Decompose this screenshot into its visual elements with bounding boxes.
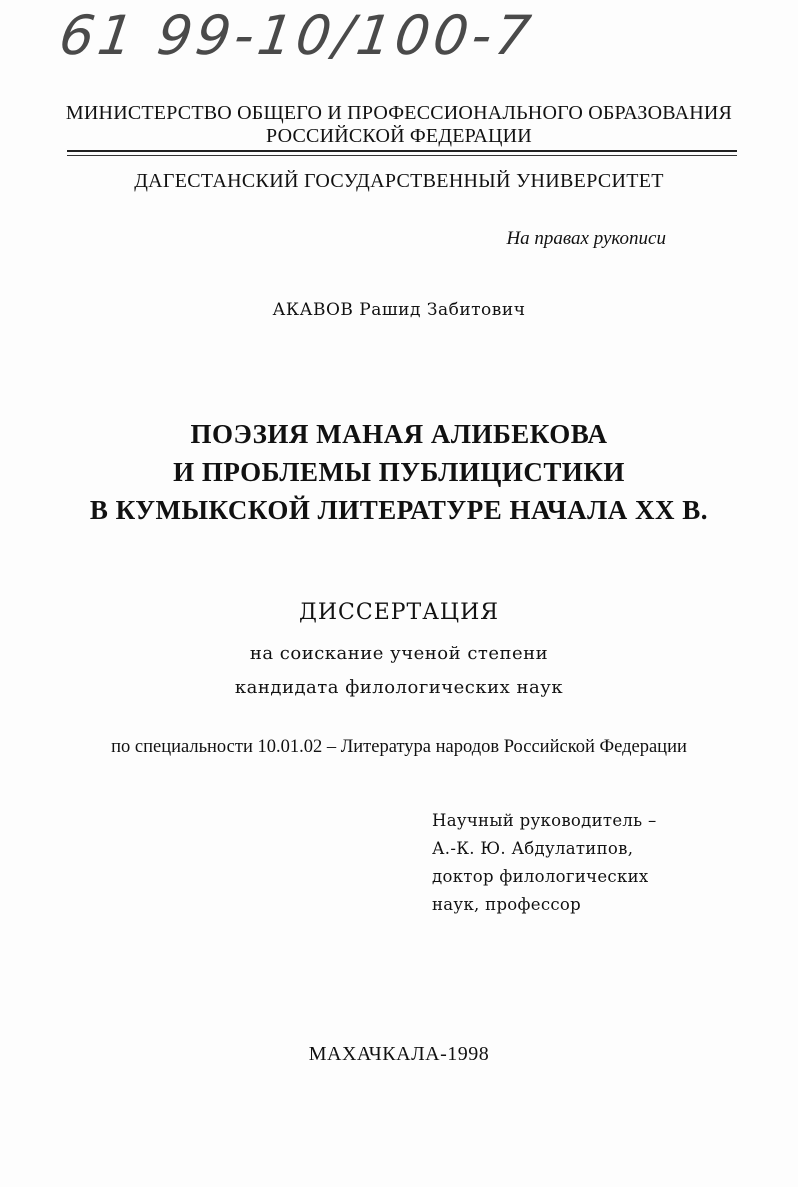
degree-statement [0,637,798,705]
advisor-line-1: Научный руководитель – [432,811,657,830]
handwritten-catalog-number: 61 99-10/100-7 [55,4,539,67]
degree-line-1: на соискание ученой степени [249,643,549,664]
city-year: МАХАЧКАЛА-1998 [308,1043,490,1065]
ministry-line-1: МИНИСТЕРСТВО ОБЩЕГО И ПРОФЕССИОНАЛЬНОГО ОБРАЗОВАНИЯ [65,102,733,124]
title-line-1: ПОЭЗИЯ МАНАЯ АЛИБЕКОВА [190,419,608,449]
advisor-block [432,807,657,919]
manuscript-note: На правах рукописи [506,228,666,249]
advisor-line-4: наук, профессор [432,895,581,914]
ministry-line-2: РОССИЙСКОЙ ФЕДЕРАЦИИ [266,125,532,147]
dissertation-title [0,415,798,529]
university-name: ДАГЕСТАНСКИЙ ГОСУДАРСТВЕННЫЙ УНИВЕРСИТЕТ [134,170,664,192]
title-line-2: И ПРОБЛЕМЫ ПУБЛИЦИСТИКИ [173,457,625,487]
dissertation-label: ДИССЕРТАЦИЯ [298,600,500,625]
header-divider-thick [67,150,737,152]
advisor-line-3: доктор филологических [432,867,649,886]
specialty-line: по специальности 10.01.02 – Литература народов Российской Федерации [111,737,687,757]
ministry-header [0,102,798,148]
advisor-line-2: А.-К. Ю. Абдулатипов, [432,839,634,858]
header-divider-thin [67,155,737,156]
degree-line-2: кандидата филологических наук [234,677,564,698]
author-name: АКАВОВ Рашид Забитович [272,300,526,320]
title-line-3: В КУМЫКСКОЙ ЛИТЕРАТУРЕ НАЧАЛА XX В. [89,495,709,525]
